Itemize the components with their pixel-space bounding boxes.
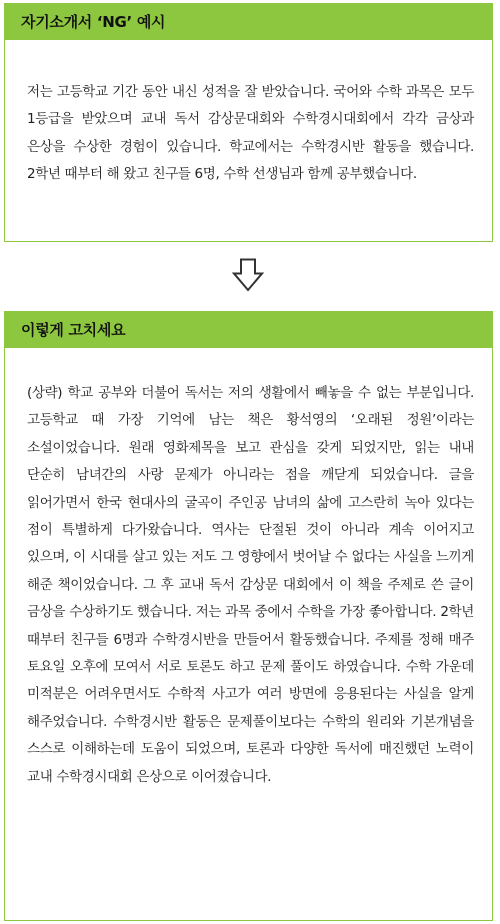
ng-example-box <box>4 3 493 242</box>
corrected-example-box <box>4 311 493 921</box>
ng-example-text: 저는 고등학교 기간 동안 내신 성적을 잘 받았습니다. 국어와 수학 과목은 모두 1등급을 받았으며 교내 독서 감상문대회와 수학경시대회에서 각각 금상과 은상을 수상한 경험이 있습니다. 학교에서는 수학경시반 활동을 했습니다. 2학년 때부터 해 왔고 친구들 6명, 수학 선생님과 함께 공부했습니다. <box>27 84 474 183</box>
down-arrow-icon <box>232 258 264 292</box>
corrected-example-text: (상략) 학교 공부와 더불어 독서는 저의 생활에서 빼놓을 수 없는 부분입니다. 고등학교 때 가장 기억에 남는 책은 황석영의 ‘오래된 정원’이라는 소설이었습니다. 원래 영화제목을 보고 관심을 갖게 되었지만, 읽는 내내 단순히 남녀간의 사랑 문제가 아니라는 점을 깨닫게 되었습니다. 글을 읽어가면서 한국 현대사의 굴곡이 주인공 남녀의 삶에 고스란히 녹아 있다는 점이 특별하게 다가왔습니다. 역사는 단절된 것이 아니라 계속 이어지고 있으며, 이 시대를 살고 있는 저도 그 영향에서 벗어날 수 없다는 사실을 느끼게 해준 책이었습니다. 그 후 교내 독서 감상문 대회에서 이 책을 주제로 쓴 글이 금상을 수상하기도 했습니다. 저는 과목 중에서 수학을 가장 좋아합니다. 2학년 때부터 친구들 6명과 수학경시반을 만들어서 활동했습니다. 주제를 정해 매주 토요일 오후에 모여서 서로 토론도 하고 문제 풀이도 하였습니다. 수학 가운데 미적분은 어려우면서도 수학적 사고가 여러 방면에 응용된다는 사실을 알게 해주었습니다. 수학경시반 활동은 문제풀이보다는 수학의 원리와 기본개념을 스스로 이해하는데 도움이 되었으며, 토론과 다양한 독서에 매진했던 노력이 교내 수학경시대회 은상으로 이어졌습니다. <box>27 385 474 785</box>
corrected-example-title: 이렇게 고치세요 <box>5 312 492 348</box>
ng-example-title: 자기소개서 ‘NG’ 예시 <box>5 4 492 40</box>
